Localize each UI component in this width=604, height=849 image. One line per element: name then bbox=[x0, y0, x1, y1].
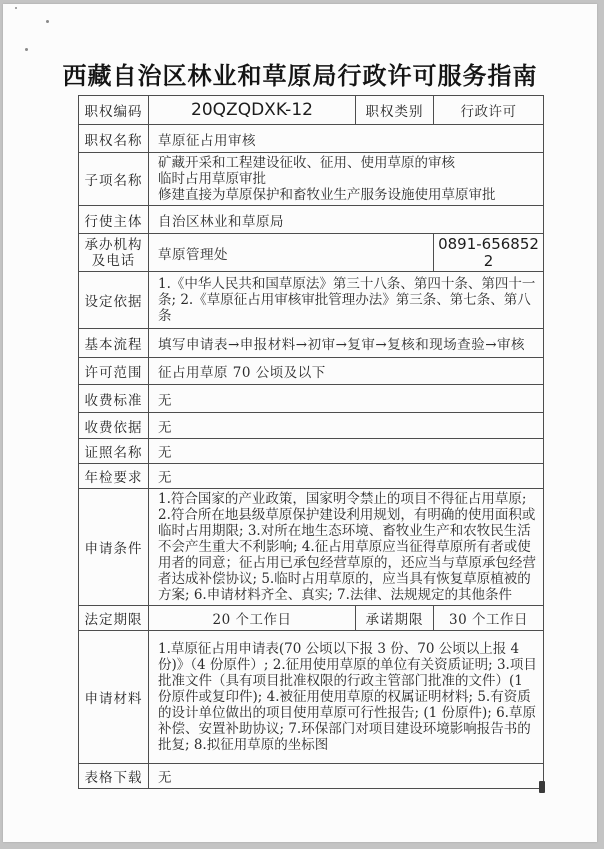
scan-speck bbox=[46, 20, 49, 23]
scan-artifact-blob bbox=[539, 781, 545, 793]
table-row-permission-name bbox=[79, 125, 544, 153]
row-label: 收费依据 bbox=[79, 413, 149, 439]
row-label: 收费标准 bbox=[79, 385, 149, 413]
promised-period-value: 30 个工作日 bbox=[434, 606, 544, 631]
table-row-certificate-name bbox=[79, 439, 544, 464]
table-row-sub-items bbox=[79, 153, 544, 206]
setting-basis-value: 1.《中华人民共和国草原法》第三十八条、第四十条、第四十一条; 2.《草原征占用审核审批管理办法》第三条、第七条、第八条 bbox=[149, 272, 544, 329]
table-row-permission-code bbox=[79, 96, 544, 125]
row-label: 许可范围 bbox=[79, 358, 149, 385]
permission-name-value: 草原征占用审核 bbox=[149, 125, 544, 153]
row-label: 设定依据 bbox=[79, 272, 149, 329]
table-row-setting-basis bbox=[79, 272, 544, 329]
fee-standard-value: 无 bbox=[149, 385, 544, 413]
sub-item-line: 矿藏开采和工程建设征收、征用、使用草原的审核 bbox=[158, 155, 455, 171]
annual-inspection-value: 无 bbox=[149, 464, 544, 489]
row-label: 基本流程 bbox=[79, 329, 149, 358]
row-label: 子项名称 bbox=[79, 153, 149, 206]
page-title: 西藏自治区林业和草原局行政许可服务指南 bbox=[62, 61, 538, 90]
basic-process-value: 填写申请表→申报材料→初审→复审→复核和现场查验→审核 bbox=[149, 329, 544, 358]
table-row-annual-inspection bbox=[79, 464, 544, 489]
row-label: 申请材料 bbox=[79, 631, 149, 764]
row-label: 职权编码 bbox=[79, 96, 149, 125]
application-conditions-value: 1.符合国家的产业政策，国家明令禁止的项目不得征占用草原; 2.符合所在地县级草原保护建设利用规划，有明确的使用面积或临时占用期限; 3.对所在地生态环境、畜牧业生产和农牧民生活不会产生重大不利影响; 4.征占用草原应当征得草原所有者或使用者的同意；征占用已承包经营草原的，还应当与草原承包经营者达成补偿协议; 5.临时占用草原的，应当具有恢复草原植被的方案; 6.申请材料齐全、真实; 7.法律、法规规定的其他条件 bbox=[149, 489, 544, 606]
exercising-body-value: 自治区林业和草原局 bbox=[149, 206, 544, 234]
row-label: 申请条件 bbox=[79, 489, 149, 606]
table-row-form-download bbox=[79, 764, 544, 789]
row-label: 行使主体 bbox=[79, 206, 149, 234]
table-row-permit-scope bbox=[79, 358, 544, 385]
application-materials-value: 1.草原征占用申请表(70 公顷以下报 3 份、70 公顷以上报 4 份)》（4 份原件）; 2.征用使用草原的单位有关资质证明; 3.项目批准文件（具有项目批准权限的行政主管部门批准的文件）(1 份原件或复印件); 4.被征用使用草原的权属证明材料; 5.有资质的设计单位做出的项目使用草原可行性报告; (1 份原件); 6.草原补偿、安置补助协议; 7.环保部门对项目建设环境影响报告书的批复; 8.拟征用草原的坐标图 bbox=[149, 631, 544, 764]
row-label: 表格下载 bbox=[79, 764, 149, 789]
table-row-statutory-period bbox=[79, 606, 544, 631]
table-row-exercising-body bbox=[79, 206, 544, 234]
row-label: 法定期限 bbox=[79, 606, 149, 631]
statutory-period-value: 20 个工作日 bbox=[149, 606, 356, 631]
sub-item-line: 修建直接为草原保护和畜牧业生产服务设施使用草原审批 bbox=[158, 187, 496, 203]
sub-items-value bbox=[149, 153, 544, 206]
permit-scope-value: 征占用草原 70 公顷及以下 bbox=[149, 358, 544, 385]
service-guide-table bbox=[78, 95, 543, 789]
row-label-line: 承办机构 bbox=[84, 236, 143, 253]
table-row-fee-basis bbox=[79, 413, 544, 439]
permission-code-value: 20QZQDXK-12 bbox=[149, 96, 356, 125]
table-row-application-materials bbox=[79, 631, 544, 764]
permission-type-value: 行政许可 bbox=[434, 96, 544, 125]
sub-item-line: 临时占用草原审批 bbox=[158, 171, 266, 187]
row-label-line: 及电话 bbox=[91, 252, 136, 269]
row-label: 年检要求 bbox=[79, 464, 149, 489]
fee-basis-value: 无 bbox=[149, 413, 544, 439]
scan-speck bbox=[15, 7, 17, 9]
form-download-value: 无 bbox=[149, 764, 544, 789]
table-row-application-conditions bbox=[79, 489, 544, 606]
table-row-fee-standard bbox=[79, 385, 544, 413]
scan-speck bbox=[25, 48, 28, 51]
row-label: 证照名称 bbox=[79, 439, 149, 464]
scanned-document-page bbox=[3, 4, 597, 842]
table-row-handling-agency-phone bbox=[79, 234, 544, 272]
row-label bbox=[79, 234, 149, 272]
table-row-basic-process bbox=[79, 329, 544, 358]
phone-number-value: 0891-6568522 bbox=[434, 234, 544, 272]
row-label: 职权类别 bbox=[356, 96, 434, 125]
certificate-name-value: 无 bbox=[149, 439, 544, 464]
row-label: 职权名称 bbox=[79, 125, 149, 153]
row-label: 承诺期限 bbox=[356, 606, 434, 631]
handling-agency-value: 草原管理处 bbox=[149, 234, 434, 272]
